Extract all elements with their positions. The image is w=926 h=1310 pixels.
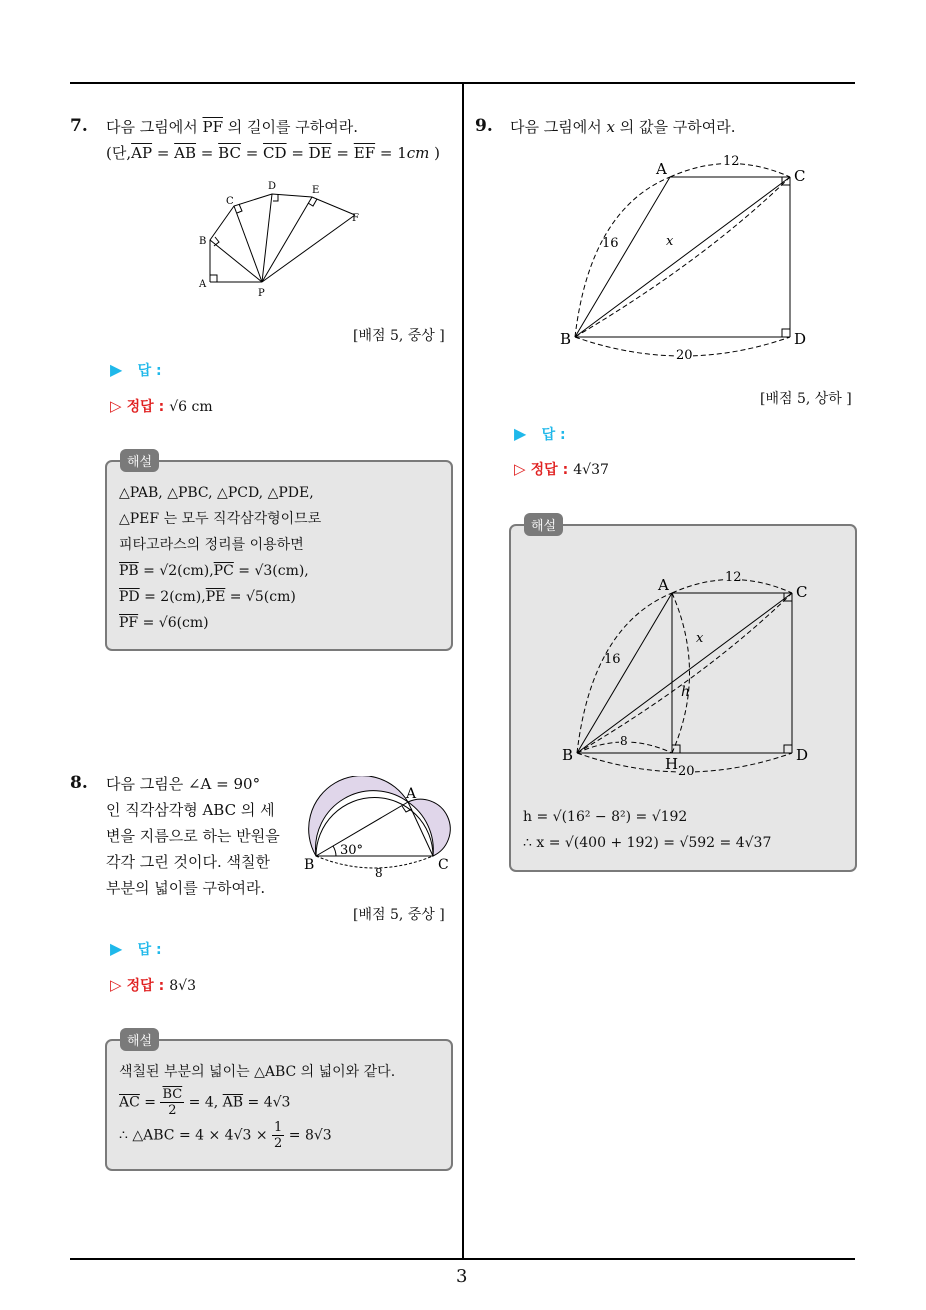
q9-sol-label-a: A [658, 576, 669, 594]
q7-figure [190, 175, 380, 300]
play-triangle-icon: ▶ [110, 939, 123, 958]
q9-sol-label-d: D [796, 746, 809, 764]
q9-correct-value: 4√37 [573, 462, 609, 478]
q7-label-f: F [352, 213, 359, 224]
outline-triangle-icon: ▷ [514, 460, 526, 478]
outline-triangle-icon: ▷ [110, 397, 122, 415]
q7-correct-row: ▷ 정답 : √6 cm [110, 397, 213, 415]
q8-label-b: B [304, 857, 315, 873]
q9-sol-line1: h = √(16² − 8²) = √192 [523, 809, 688, 825]
q7-label-b: B [199, 236, 207, 247]
q9-sol-label-h-point: H [665, 755, 679, 773]
q9-sol-label-h: h [681, 684, 691, 700]
q9-label-b: B [560, 330, 572, 348]
q7-number: 7. [70, 116, 88, 136]
q9-sol-label-16: 16 [604, 652, 621, 667]
q8-figure [302, 776, 462, 884]
q7-label-e: E [312, 185, 320, 196]
q8-score: [배점 5, 중상 ] [353, 907, 445, 923]
column-divider [462, 84, 464, 1259]
q9-correct-row: ▷ 정답 : 4√37 [514, 460, 609, 478]
outline-triangle-icon: ▷ [110, 976, 122, 994]
q7-solution-tag: 해설 [120, 449, 159, 472]
q9-number: 9. [475, 116, 493, 136]
q9-sol-label-b: B [562, 746, 574, 764]
q7-label-c: C [226, 196, 234, 207]
q9-label-a: A [656, 160, 667, 178]
q8-solution-tag: 해설 [120, 1028, 159, 1051]
q8-base: 8 [375, 866, 383, 880]
q9-solution-box [509, 524, 857, 872]
q9-question: 다음 그림에서 x 의 값을 구하여라. [510, 118, 736, 136]
q8-correct-value: 8√3 [169, 978, 197, 994]
q8-label-a: A [406, 786, 417, 802]
q9-solution-figure [557, 566, 817, 781]
q9-label-20: 20 [676, 348, 693, 363]
q9-label-12: 12 [723, 154, 740, 169]
q9-sol-label-x: x [696, 631, 704, 646]
q9-sol-label-20: 20 [678, 764, 695, 779]
q9-score: [배점 5, 상하 ] [760, 391, 852, 407]
q7-label-p: P [258, 288, 265, 299]
q8-solution-box: 색칠된 부분의 넓이는 △ABC 의 넓이와 같다. $\overline{AC}$ = $\frac{\overline{BC}}{2}$ = 4, $\overline{AB} = 4√3$ ∴ △ABC = 4 × 4√3 × $\frac{1}{2}$ = 8√3 [105, 1039, 453, 1171]
q9-sol-label-8: 8 [620, 734, 628, 748]
q9-solution-tag: 해설 [524, 513, 563, 536]
q9-figure [555, 150, 815, 365]
q7-question: 다음 그림에서 $\overline{PF}$ 의 길이를 구하여라. (단$,\overline{AP} = \overline{AB} = \overline{BC} = \overline{CD} = \overline{DE} = \overline{EF} = 1cm$ ) [106, 118, 441, 162]
q7-score: [배점 5, 중상 ] [353, 328, 445, 344]
q9-answer-row: ▶ 답 : [514, 424, 566, 443]
q9-label-d: D [794, 330, 807, 348]
page-number: 3 [456, 1266, 468, 1287]
q8-angle: 30° [340, 843, 364, 858]
q9-label-x: x [666, 234, 674, 249]
q8-question: 다음 그림은 ∠A = 90° 인 직각삼각형 ABC 의 세 변을 지름으로 하는 반원을 각각 그린 것이다. 색칠한 부분의 넓이를 구하여라. [106, 775, 280, 897]
q8-correct-row: ▷ 정답 : 8√3 [110, 976, 197, 994]
q7-seg-pf: $\overline{PF}$ [202, 118, 223, 136]
q9-sol-label-12: 12 [725, 570, 742, 585]
q8-label-c: C [438, 857, 449, 873]
play-triangle-icon: ▶ [514, 424, 527, 443]
q7-answer-row: ▶ 답 : [110, 360, 162, 379]
q7-solution-box: △PAB, △PBC, △PCD, △PDE, △PEF 는 모두 직각삼각형이므로 피타고라스의 정리를 이용하면 $\overline{PB} = √2(cm),\overline{PC} = √3(cm)$, $\overline{PD} = 2(cm),\overline{PE} = √5(cm)$ $\overline{PF} = √6(cm)$ [105, 460, 453, 651]
q9-sol-label-c: C [796, 583, 808, 601]
q7-label-a: A [199, 279, 207, 290]
q9-sol-line2: ∴ x = √(400 + 192) = √592 = 4√37 [523, 835, 772, 851]
q8-answer-row: ▶ 답 : [110, 939, 162, 958]
q7-label-d: D [268, 181, 277, 192]
q8-number: 8. [70, 773, 88, 793]
bottom-rule [70, 1258, 855, 1260]
q9-label-16: 16 [602, 236, 619, 251]
play-triangle-icon: ▶ [110, 360, 123, 379]
q9-label-c: C [794, 167, 806, 185]
q7-correct-value: √6 cm [169, 399, 213, 415]
